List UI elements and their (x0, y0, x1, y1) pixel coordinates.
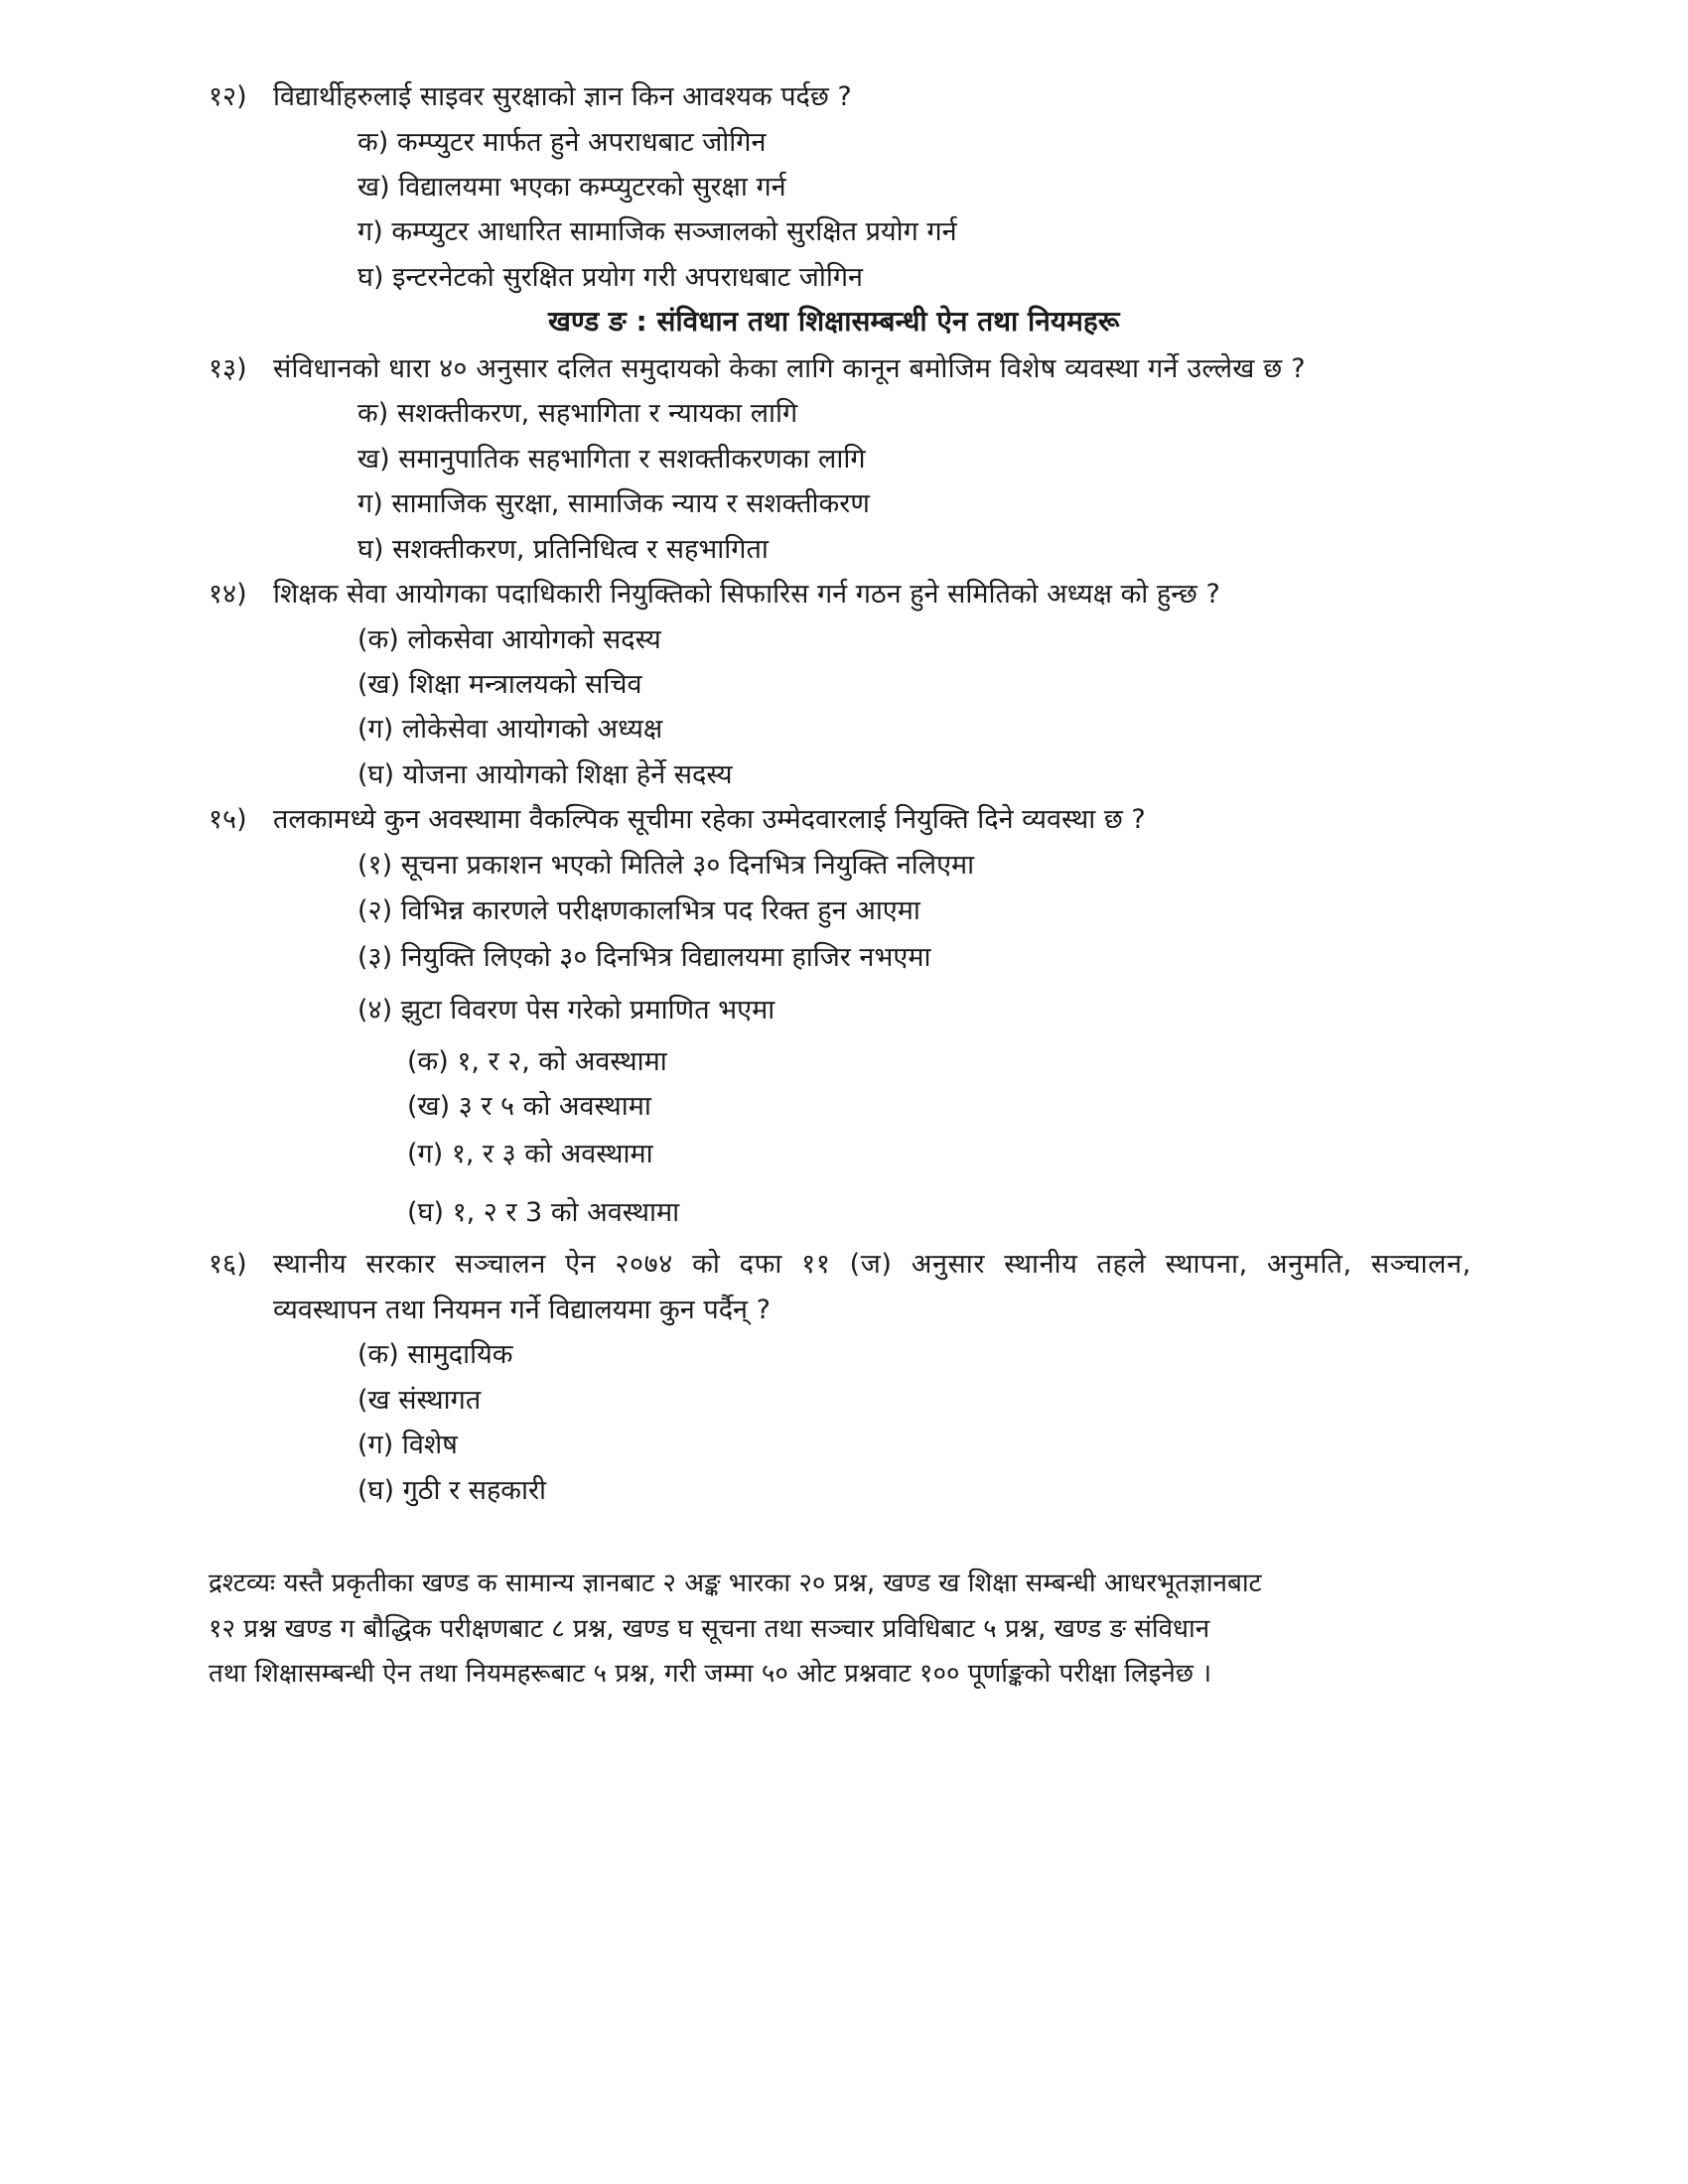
question-12-option-d: घ) इन्टरनेटको सुरक्षित प्रयोग गरी अपराधबाट जोगिन (357, 262, 864, 293)
question-15-number: १५) (209, 804, 247, 835)
question-15-text: तलकामध्ये कुन अवस्थामा वैकल्पिक सूचीमा रहेका उम्मेदवारलाई नियुक्ति दिने व्यवस्था छ ? (273, 804, 1146, 835)
note-line-3: तथा शिक्षासम्बन्धी ऐन तथा नियमहरूबाट ५ प्रश्न, गरी जम्मा ५० ओट प्रश्नवाट १०० पूर्णाङ्कको परीक्षा लिइनेछ । (209, 1659, 1212, 1689)
question-16-text-line-1: स्थानीय सरकार सञ्चालन ऐन २०७४ को दफा ११ (ज) अनुसार स्थानीय तहले स्थापना, अनुमति, सञ्चालन, (273, 1249, 1472, 1280)
question-15-option-b: (ख) ३ र ५ को अवस्थामा (407, 1091, 651, 1122)
question-16-option-d: (घ) गुठी र सहकारी (357, 1475, 547, 1506)
question-13-option-b: ख) समानुपातिक सहभागिता र सशक्तीकरणका लागि (357, 444, 866, 475)
question-13-text: संविधानको धारा ४० अनुसार दलित समुदायको केका लागि कानून बमोजिम विशेष व्यवस्था गर्ने उल्लेख छ ? (273, 353, 1306, 384)
question-15-option-a: (क) १, र २, को अवस्थामा (407, 1046, 667, 1077)
question-15-condition-3: (३) नियुक्ति लिएको ३० दिनभित्र विद्यालयमा हाजिर नभएमा (357, 942, 931, 973)
question-14-option-a: (क) लोकसेवा आयोगको सदस्य (357, 624, 661, 655)
question-15-condition-2: (२) विभिन्न कारणले परीक्षणकालभित्र पद रिक्त हुन आएमा (357, 895, 920, 926)
question-14-option-b: (ख) शिक्षा मन्त्रालयको सचिव (357, 669, 642, 700)
question-13-number: १३) (209, 353, 247, 384)
question-14-option-d: (घ) योजना आयोगको शिक्षा हेर्ने सदस्य (357, 759, 733, 790)
question-12-option-b: ख) विद्यालयमा भएका कम्प्युटरको सुरक्षा गर्न (357, 172, 786, 203)
question-14-text: शिक्षक सेवा आयोगका पदाधिकारी नियुक्तिको सिफारिस गर्न गठन हुने समितिको अध्यक्ष को हुन्छ ? (273, 579, 1220, 610)
question-16-number: १६) (209, 1249, 247, 1280)
note-line-1: द्रश्टव्यः यस्तै प्रकृतीका खण्ड क सामान्य ज्ञानबाट २ अङ्क भारका २० प्रश्न, खण्ड ख शिक्षा सम्बन्धी आधरभूतज्ञानबाट (209, 1569, 1262, 1598)
question-14-number: १४) (209, 579, 247, 610)
question-15-option-c: (ग) १, र ३ को अवस्थामा (407, 1139, 653, 1169)
question-12-option-c: ग) कम्प्युटर आधारित सामाजिक सञ्जालको सुरक्षित प्रयोग गर्न (357, 216, 957, 247)
question-16-option-a: (क) सामुदायिक (357, 1339, 513, 1370)
question-16-text-line-2: व्यवस्थापन तथा नियमन गर्ने विद्यालयमा कुन पर्दैन् ? (273, 1295, 771, 1325)
question-13-option-a: क) सशक्तीकरण, सहभागिता र न्यायका लागि (357, 398, 798, 429)
question-16-option-b: (ख संस्थागत (357, 1385, 482, 1416)
question-12-text: विद्यार्थीहरुलाई साइवर सुरक्षाको ज्ञान किन आवश्यक पर्दछ ? (273, 81, 852, 112)
question-14-option-c: (ग) लोकेसेवा आयोगको अध्यक्ष (357, 714, 663, 745)
section-heading: खण्ड ङ : संविधान तथा शिक्षासम्बन्धी ऐन तथा नियमहरू (548, 305, 1120, 338)
question-13-option-c: ग) सामाजिक सुरक्षा, सामाजिक न्याय र सशक्तीकरण (357, 488, 870, 519)
question-16-option-c: (ग) विशेष (357, 1430, 458, 1460)
question-12-number: १२) (209, 81, 247, 112)
question-15-condition-1: (१) सूचना प्रकाशन भएको मितिले ३० दिनभित्र नियुक्ति नलिएमा (357, 850, 975, 881)
note-line-2: १२ प्रश्न खण्ड ग बौद्धिक परीक्षणबाट ८ प्रश्न, खण्ड घ सूचना तथा सञ्चार प्रविधिबाट ५ प्रश्न, खण्ड ङ संविधान (209, 1614, 1210, 1644)
question-15-condition-4: (४) झुटा विवरण पेस गरेको प्रमाणित भएमा (357, 995, 775, 1025)
question-12-option-a: क) कम्प्युटर मार्फत हुने अपराधबाट जोगिन (357, 127, 767, 158)
question-13-option-d: घ) सशक्तीकरण, प्रतिनिधित्व र सहभागिता (357, 534, 769, 565)
question-15-option-d: (घ) १, २ र 3 को अवस्थामा (407, 1197, 680, 1228)
